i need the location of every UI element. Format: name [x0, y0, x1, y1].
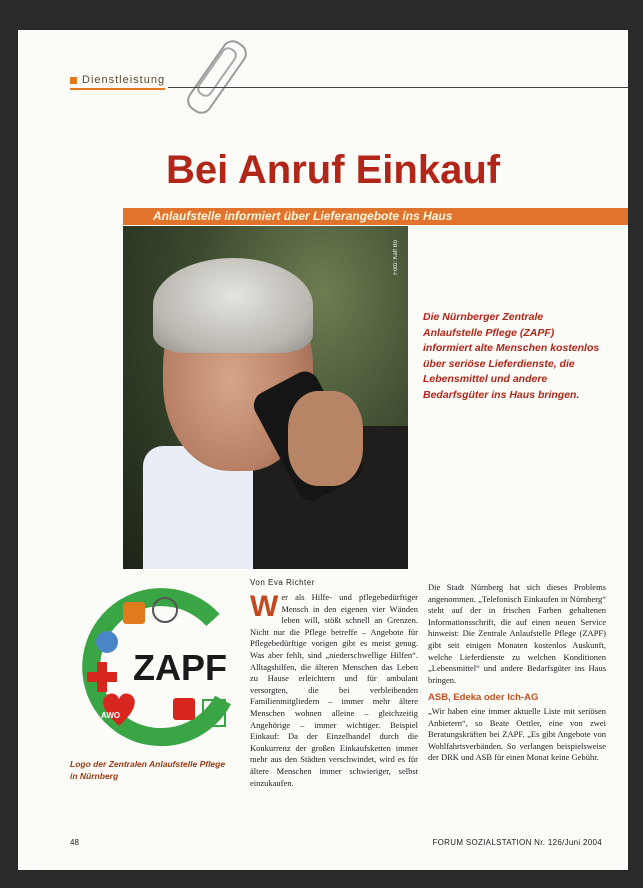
body-column-2 — [428, 582, 606, 764]
logo-caption: Logo der Zentralen Anlaufstelle Pflege in Nürnberg — [70, 759, 226, 781]
article-photo — [123, 226, 408, 569]
logo-gift-icon — [123, 602, 145, 624]
body-subhead: ASB, Edeka oder Ich-AG — [428, 692, 539, 704]
article-title: Bei Anruf Einkauf — [166, 148, 501, 192]
logo-badge-text: AWO — [101, 711, 121, 720]
photo-hair — [153, 258, 313, 353]
body-text-2a: Die Stadt Nürnberg hat sich dieses Problems angenommen. „Telefonisch Einkaufen in Nürnberg“ steht auf der in frischen Farben gehaltenen Informationsschrift, die auf einen neuen Service hinweist: Die Zentrale Anlaufstelle Pflege (ZAPF) gibt seit einigen Monaten kostenlos Auskunft, welche Lieferdienste zu welchen Konditionen „Lebensmittel“ und andere Bedarfsgüter ins Haus bringen. — [428, 582, 606, 685]
page-number: 48 — [70, 838, 79, 847]
article-subtitle: Anlaufstelle informiert über Lieferangebote ins Haus — [123, 208, 628, 225]
rubric-rule — [168, 87, 628, 88]
zapf-logo — [73, 580, 243, 750]
body-column-1 — [250, 592, 418, 789]
byline: Von Eva Richter — [250, 578, 315, 587]
photo-credit: Foto: Kaff Bo — [393, 240, 399, 275]
magazine-footer: FORUM SOZIALSTATION Nr. 126/Juni 2004 — [432, 838, 602, 847]
body-text-1: er als Hilfe- und pflegebedürftiger Mensch in den eigenen vier Wänden leben will, stößt schnell an Grenzen. Nicht nur die Pflege betreffe – Angebote für Pflegebedürftige vorigen gibt es meist genug. Was aber fehlt, sind „niederschwellige Hilfen“. Alltagshilfen, die älteren Menschen das Leben zu Hause erleichtern und für ambulant versorgten, die bei verbleibenden Familienmitgliedern – immer mehr ältere Menschen wohnen alleine – gleichzeitig Angehörige – immer wichtiger. Beispiel Einkauf: Da der Einzelhandel durch die Konkurrenz der großen Einkaufsketten immer mehr aus den Städten verschwindet, wird es für ältere Menschen immer schwieriger, selbst einzukaufen. — [250, 592, 418, 788]
section-rubric — [70, 74, 165, 86]
rubric-label: Dienstleistung — [82, 74, 166, 86]
photo-hand — [288, 391, 363, 486]
logo-red-square-icon — [173, 698, 195, 720]
article-lead: Die Nürnberger Zentrale Anlaufstelle Pflege (ZAPF) informiert alte Menschen kostenlos über seriöse Lieferdienste, die Lebensmittel und andere Bedarfsgüter ins Haus bringen. — [423, 311, 600, 401]
body-text-2b: „Wir haben eine immer aktuelle Liste mit seriösen Anbietern“, so Beate Oettler, eine von zwei Beratungskräften bei ZAPF. „Es gibt Angebote von Wohlfahrtsverbänden. So verlangen beispielsweise der DRK und ASB für einen Monat keine Gebühr. — [428, 705, 606, 763]
logo-blue-badge-icon — [96, 631, 118, 653]
drop-cap: W — [250, 590, 279, 623]
logo-text: ZAPF — [133, 647, 227, 688]
rubric-underline — [70, 88, 165, 90]
rubric-square-icon — [70, 77, 77, 84]
magazine-page — [18, 30, 628, 870]
